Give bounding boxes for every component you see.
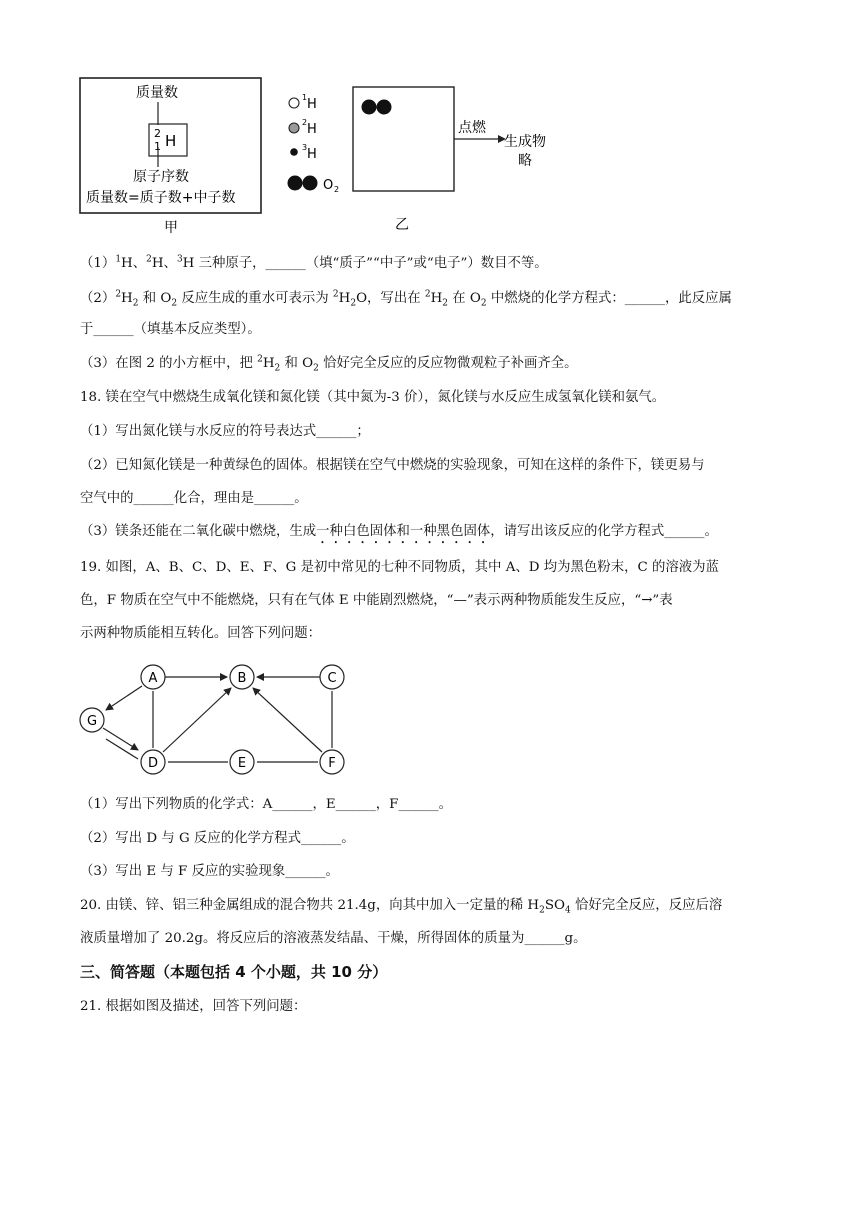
figure-yi	[350, 85, 560, 235]
node-e-label: E	[237, 756, 247, 771]
q17-part2	[80, 289, 732, 309]
q18-stem: 18. 镁在空气中燃烧生成氧化镁和氮化镁（其中氮为-3 价），氮化镁与水反应生成氢氧化镁和氨气。	[80, 390, 666, 405]
q19-part2: （2）写出 D 与 G 反应的化学方程式______。	[80, 831, 355, 846]
text: H	[121, 291, 133, 306]
text: 恰好完全反应的反应物微观粒子补画齐全。	[318, 356, 578, 371]
q19-part1: （1）写出下列物质的化学式：A______，E______，F______。	[80, 797, 453, 812]
mass-formula: 质量数=质子数+中子数	[86, 190, 236, 206]
legend-sup-3: 3	[302, 143, 308, 152]
legend-el-2: H	[307, 122, 317, 137]
particle-legend	[283, 90, 353, 200]
tritium-black-dot-icon	[290, 148, 298, 156]
edge-g-d-1	[103, 728, 138, 750]
legend-el-4: O	[323, 178, 334, 193]
text: 和 O	[138, 291, 172, 306]
sub: 2	[539, 905, 545, 916]
o2-molecule-atom	[362, 100, 377, 115]
figure-yi-caption: 乙	[395, 217, 409, 233]
section-heading: 三、简答题（本题包括 4 个小题，共 10 分）	[80, 963, 388, 981]
figure-jia-caption: 甲	[164, 220, 178, 236]
q19-stem-line1: 19. 如图，A、B、C、D、E、F、G 是初中常见的七种不同物质，其中 A、D 均为黑色粉末，C 的溶液为蓝	[80, 560, 719, 575]
q17-part1	[80, 254, 548, 274]
q21-stem: 21. 根据如图及描述，回答下列问题：	[80, 999, 307, 1014]
q18-part2: （2）已知氮化镁是一种黄绿色的固体。根据镁在空气中燃烧的实验现象，可知在这样的条件下，镁更易与	[80, 458, 705, 473]
node-a-label: A	[148, 671, 158, 686]
sup: 2	[424, 289, 431, 300]
q19-part3: （3）写出 E 与 F 反应的实验现象______。	[80, 864, 339, 879]
o2-molecule-atom	[377, 100, 392, 115]
sup: 2	[257, 354, 263, 365]
node-d-label: D	[147, 756, 159, 771]
text: （2）	[80, 291, 116, 306]
q18-part3	[80, 522, 718, 547]
q17-part3	[80, 354, 578, 374]
edge-g-d-2	[106, 739, 138, 759]
q18-part2-cont: 空气中的______化合，理由是______。	[80, 491, 308, 506]
node-c-label: C	[327, 671, 337, 686]
sub: 2	[480, 298, 487, 309]
atomic-number-label: 原子序数	[133, 169, 189, 185]
edge-d-b	[163, 688, 231, 752]
text: H	[338, 291, 351, 306]
text: （1）	[80, 256, 116, 271]
emphasized-text: 一种白色固体和一种黑色固体	[316, 524, 491, 539]
q17-part2-cont: 于______（填基本反应类型）。	[80, 322, 261, 337]
sup: 2	[146, 254, 152, 265]
figure-jia	[78, 75, 264, 241]
arrow-label: 点燃	[458, 120, 486, 136]
text: 恰好完全反应，反应后溶	[570, 898, 723, 913]
sub: 2	[350, 298, 357, 309]
text: 反应生成的重水可表示为	[177, 291, 333, 306]
node-b-label: B	[237, 671, 247, 686]
text: O，写出在	[356, 291, 425, 306]
mass-number-label: 质量数	[136, 85, 178, 101]
relation-diagram	[76, 660, 356, 778]
legend-sup-2: 2	[302, 118, 308, 127]
text: （3）镁条还能在二氧化碳中燃烧，生成	[80, 524, 317, 539]
atomic-subscript: 1	[154, 140, 161, 153]
text: 中燃烧的化学方程式：______，此反应属	[486, 291, 732, 306]
product-omitted: 略	[518, 153, 532, 169]
q19-stem-line3: 示两种物质能相互转化。回答下列问题：	[80, 626, 322, 641]
deuterium-gray-circle-icon	[289, 123, 299, 133]
edge-a-g	[106, 686, 142, 710]
mass-superscript: 2	[154, 127, 161, 140]
sub: 2	[313, 363, 319, 374]
text: 和 O	[280, 356, 314, 371]
sup: 1	[115, 254, 122, 265]
sub: 2	[132, 298, 139, 309]
element-symbol: H	[165, 132, 177, 150]
sub: 2	[274, 363, 281, 374]
text: 在 O	[448, 291, 481, 306]
sub: 2	[171, 298, 178, 309]
text: H、	[151, 256, 177, 271]
q18-part1: （1）写出氮化镁与水反应的符号表达式______；	[80, 424, 370, 439]
text: （3）在图 2 的小方框中，把	[80, 356, 258, 371]
q20-line1	[80, 896, 722, 916]
product-label: 生成物	[504, 134, 546, 150]
sup: 2	[115, 289, 122, 300]
legend-sup-1: 1	[302, 93, 308, 102]
edge-f-b	[253, 688, 322, 752]
q19-stem-line2: 色，F 物质在空气中不能燃烧，只有在气体 E 中能剧烈燃烧，“—”表示两种物质能发生反应，“→”表	[80, 593, 673, 608]
node-f-label: F	[328, 756, 336, 771]
text: H	[262, 356, 275, 371]
sub: 2	[442, 298, 449, 309]
oxygen-molecule-icon-2	[303, 176, 318, 191]
q20-line2: 液质量增加了 20.2g。将反应后的溶液蒸发结晶、干燥，所得固体的质量为______g。	[80, 931, 587, 946]
legend-el-1: H	[307, 97, 317, 112]
node-g-label: G	[86, 714, 98, 729]
text: H、	[121, 256, 147, 271]
sub: 4	[564, 905, 571, 916]
legend-sub-4: 2	[334, 185, 340, 194]
protium-white-circle-icon	[289, 98, 299, 108]
text: SO	[544, 898, 565, 913]
oxygen-molecule-icon	[288, 176, 303, 191]
text: H 三种原子，______（填“质子”“中子”或“电子”）数目不等。	[182, 256, 548, 271]
sup: 2	[332, 289, 339, 300]
text: H	[430, 291, 443, 306]
legend-el-3: H	[307, 147, 317, 162]
sup: 3	[176, 254, 183, 265]
text: ，请写出该反应的化学方程式______。	[490, 524, 718, 539]
text: 20. 由镁、锌、铝三种金属组成的混合物共 21.4g，向其中加入一定量的稀 H	[80, 898, 540, 913]
